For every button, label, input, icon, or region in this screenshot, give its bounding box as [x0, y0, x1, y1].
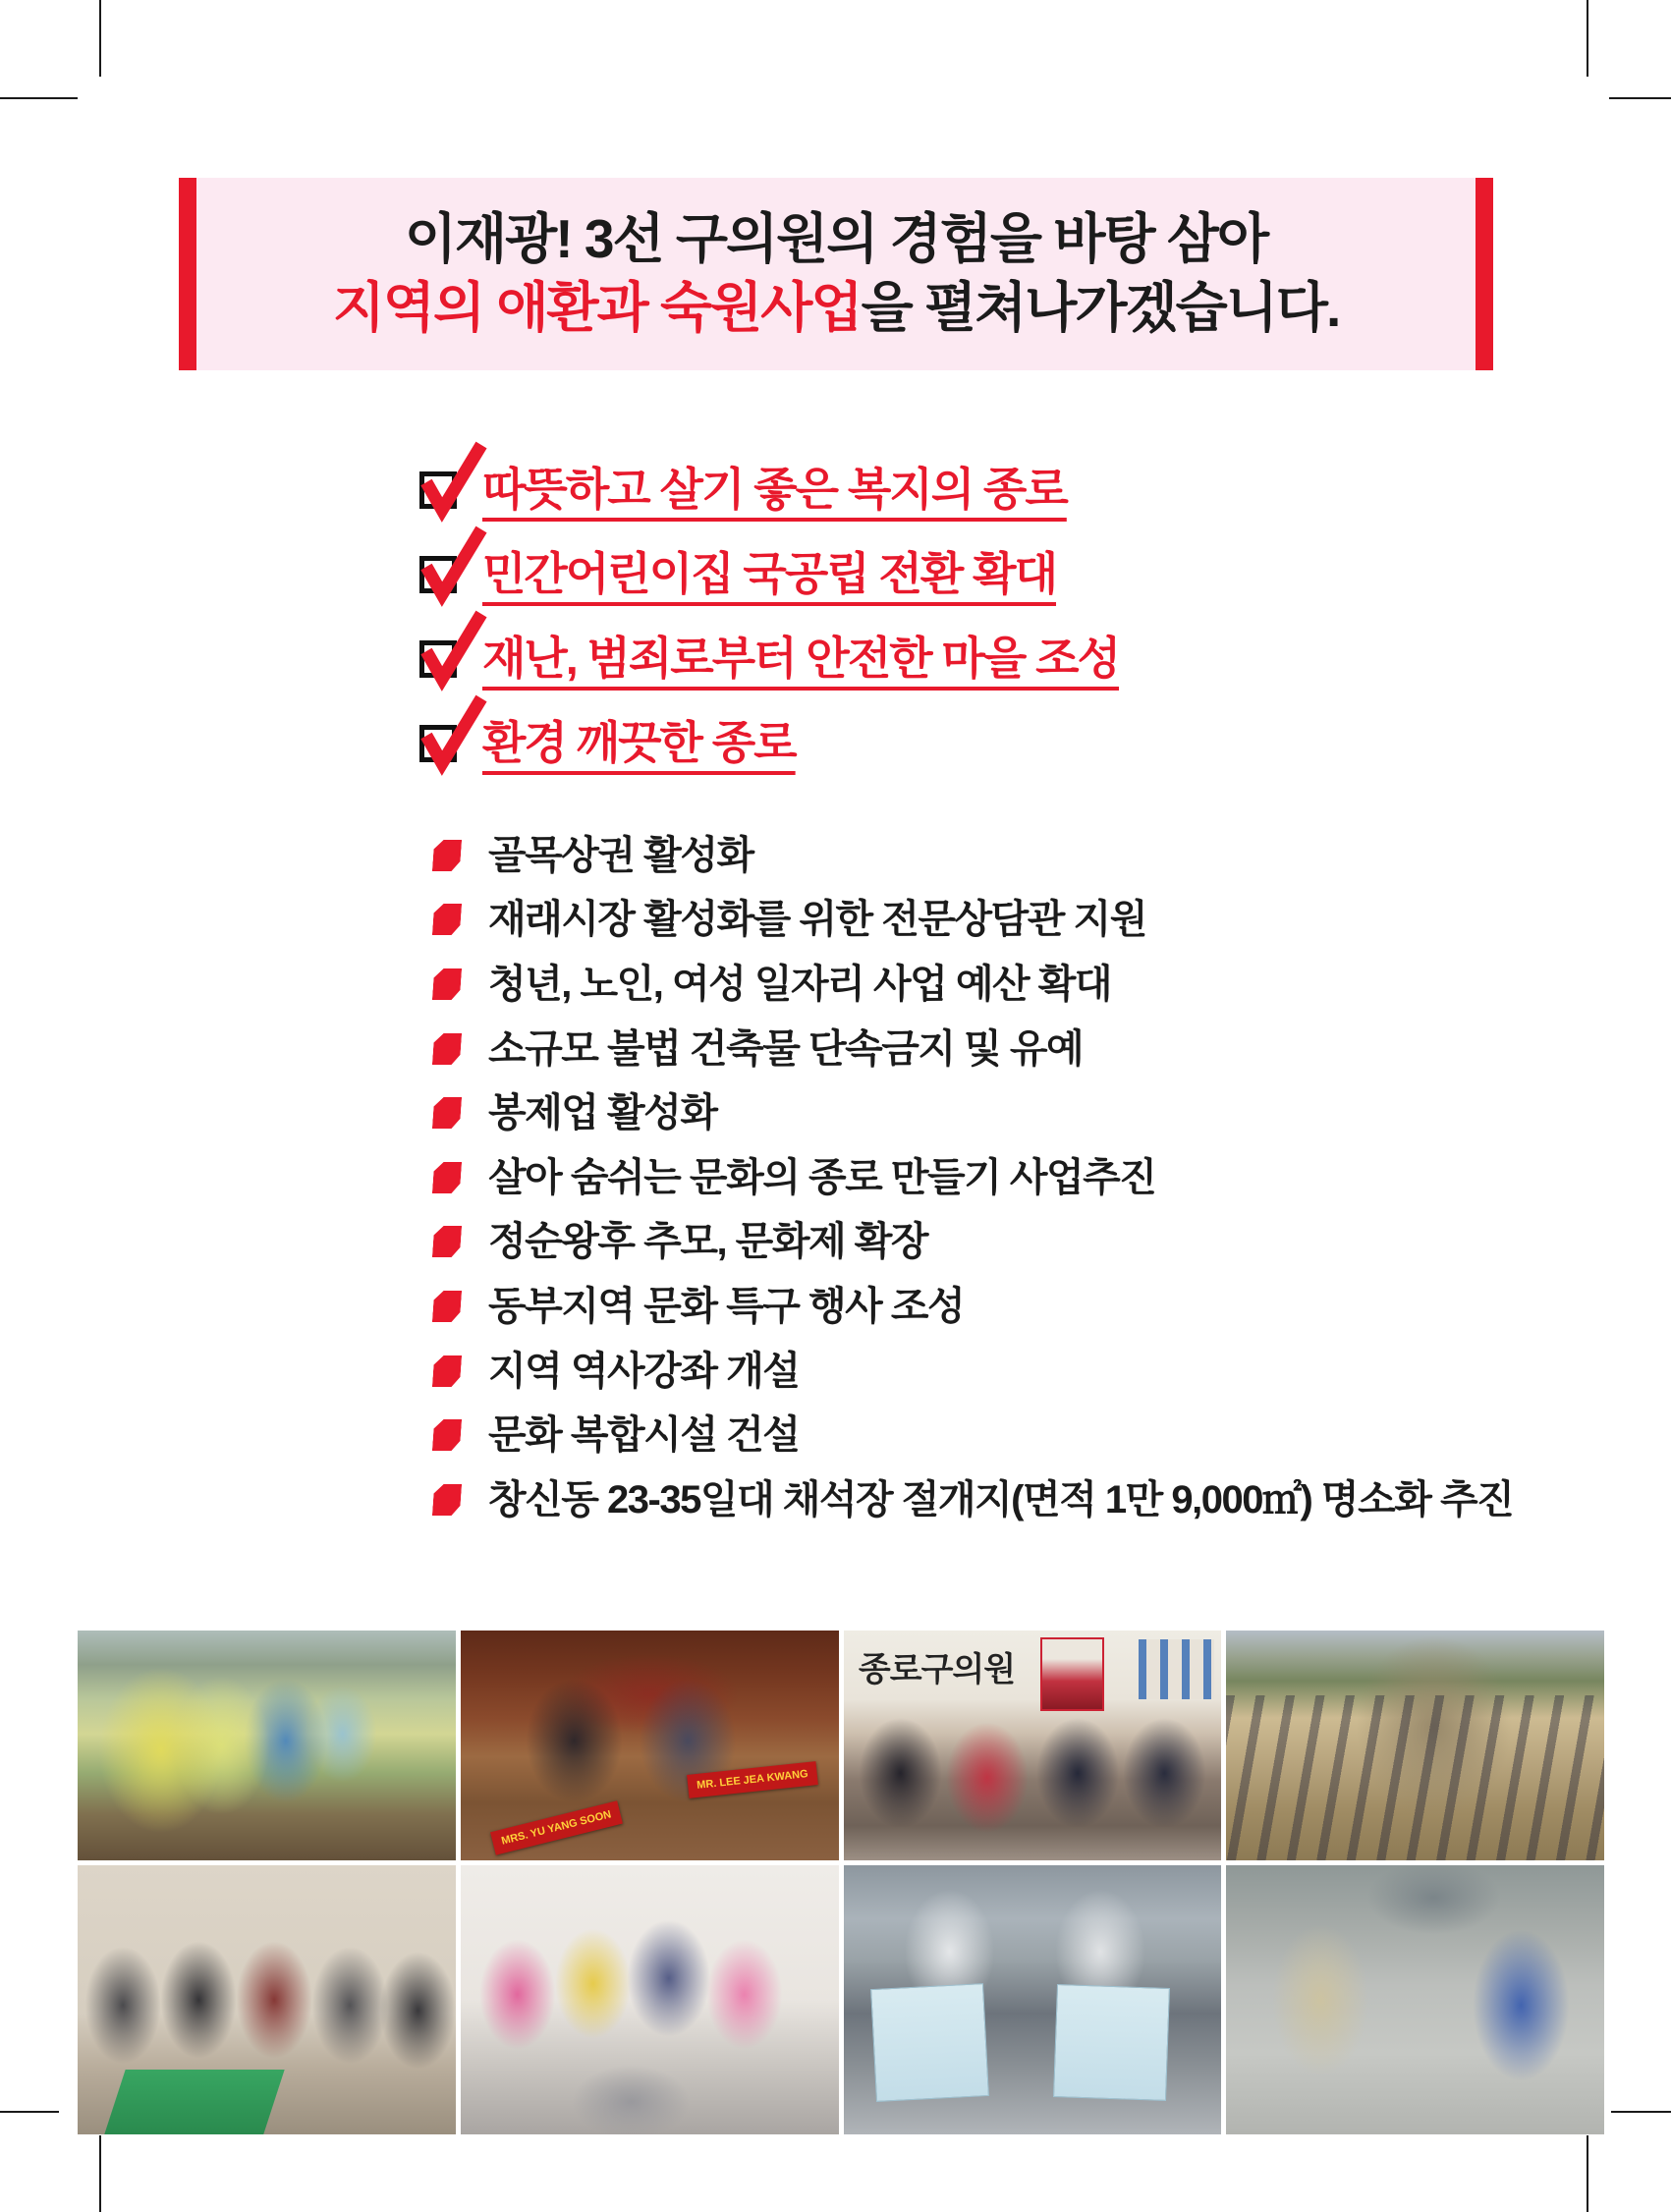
- cropmark-top-right-vertical: [1587, 0, 1588, 77]
- headline-line-1: 이재광! 3선 구의원의 경험을 바탕 삼아: [404, 208, 1268, 270]
- cropmark-top-right-horizontal: [1609, 97, 1671, 99]
- red-tag-bullet-icon: [432, 1097, 462, 1129]
- red-tag-bullet-icon: [432, 1484, 462, 1516]
- pledge-list: [433, 823, 1513, 1532]
- cropmark-bottom-left-horizontal: [0, 2111, 59, 2113]
- cropmark-bottom-right-vertical: [1587, 2135, 1588, 2212]
- photo-leaflet-handout: [1226, 1865, 1604, 2134]
- pledge-item: [433, 1145, 1513, 1210]
- checklist-item: [419, 528, 1119, 613]
- checklist-item-label: 환경 깨끗한 종로: [482, 717, 796, 768]
- pledge-item-label: 봉제업 활성화: [488, 1091, 717, 1135]
- rally-banner-text: 종로구의원: [858, 1650, 1016, 1688]
- green-table: [105, 2070, 285, 2134]
- pledge-item: [433, 1080, 1513, 1145]
- checklist-item-label: 따뜻하고 살기 좋은 복지의 종로: [482, 464, 1067, 515]
- pledge-item-label: 재래시장 활성화를 위한 전문상담관 지원: [488, 898, 1146, 942]
- photo-collage: [78, 1631, 1604, 2134]
- red-tag-bullet-icon: [432, 1419, 462, 1451]
- pledge-item: [433, 1210, 1513, 1275]
- checklist-item: [419, 613, 1119, 697]
- photo-office-award-visit: [78, 1865, 456, 2134]
- pledge-item: [433, 823, 1513, 888]
- headline-line-2-black: 을 펼쳐나가겠습니다.: [861, 277, 1340, 338]
- photo-tree-planting-event: [78, 1631, 456, 1860]
- candidate-poster: [1040, 1637, 1104, 1711]
- red-tag-bullet-icon: [432, 1291, 462, 1322]
- photo-kitchen-volunteers: [461, 1865, 839, 2134]
- red-tag-bullet-icon: [432, 968, 462, 1000]
- pledge-item: [433, 1017, 1513, 1081]
- pledge-item: [433, 888, 1513, 953]
- pledge-item-label: 골목상권 활성화: [488, 833, 753, 877]
- pledge-item-label: 동부지역 문화 특구 행사 조성: [488, 1284, 965, 1328]
- campaign-board: [870, 1983, 989, 2102]
- pledge-item: [433, 1339, 1513, 1404]
- headline-line-2: [332, 277, 1340, 338]
- pledge-item-label: 지역 역사강좌 개설: [488, 1349, 800, 1393]
- cropmark-top-left-horizontal: [0, 97, 78, 99]
- photo-council-conference: [461, 1631, 839, 1860]
- photo-street-campaign-boards: [844, 1865, 1222, 2134]
- pledge-item-label: 살아 숨쉬는 문화의 종로 만들기 사업추진: [488, 1155, 1156, 1199]
- checklist-item-label: 재난, 범죄로부터 안전한 마을 조성: [482, 633, 1120, 684]
- headline-line-2-red: 지역의 애환과 숙원사업: [332, 277, 862, 338]
- red-tag-bullet-icon: [432, 904, 462, 935]
- nameplate: MRS. YU YANG SOON: [490, 1800, 623, 1854]
- pledge-item: [433, 1467, 1513, 1532]
- cropmark-bottom-left-vertical: [99, 2135, 101, 2212]
- pledge-item: [433, 952, 1513, 1017]
- cropmark-top-left-vertical: [99, 0, 101, 77]
- photo-group-thumbs-up: [844, 1631, 1222, 1860]
- red-tag-bullet-icon: [432, 1355, 462, 1387]
- pledge-item: [433, 1274, 1513, 1339]
- checked-checkbox-icon: [419, 640, 457, 678]
- campaign-board: [1053, 1984, 1170, 2101]
- nameplate: MR. LEE JEA KWANG: [687, 1761, 818, 1798]
- red-tag-bullet-icon: [432, 1162, 462, 1193]
- pledge-item-label: 정순왕후 추모, 문화제 확장: [488, 1220, 927, 1264]
- photo-farm-field-work: [1226, 1631, 1604, 1860]
- red-tag-bullet-icon: [432, 1033, 462, 1065]
- red-tag-bullet-icon: [432, 1226, 462, 1257]
- headline-banner: [179, 178, 1493, 370]
- pledge-item-label: 소규모 불법 건축물 단속금지 및 유예: [488, 1026, 1084, 1071]
- pledge-item: [433, 1403, 1513, 1467]
- red-tag-bullet-icon: [432, 840, 462, 871]
- checked-checkbox-icon: [419, 556, 457, 593]
- checked-checkbox-icon: [419, 725, 457, 762]
- pledge-item-label: 문화 복합시설 건설: [488, 1413, 800, 1458]
- checklist-item: [419, 697, 1119, 782]
- checklist-item: [419, 444, 1119, 528]
- portrait-photo-strip: [1139, 1639, 1214, 1699]
- key-pledge-checklist: [419, 444, 1119, 782]
- checked-checkbox-icon: [419, 471, 457, 509]
- cropmark-bottom-right-horizontal: [1611, 2111, 1671, 2113]
- checklist-item-label: 민간어린이집 국공립 전환 확대: [482, 548, 1057, 599]
- pledge-item-label: 청년, 노인, 여성 일자리 사업 예산 확대: [488, 962, 1112, 1006]
- pledge-item-label: 창신동 23-35일대 채석장 절개지(면적 1만 9,000㎡) 명소화 추진: [488, 1477, 1514, 1521]
